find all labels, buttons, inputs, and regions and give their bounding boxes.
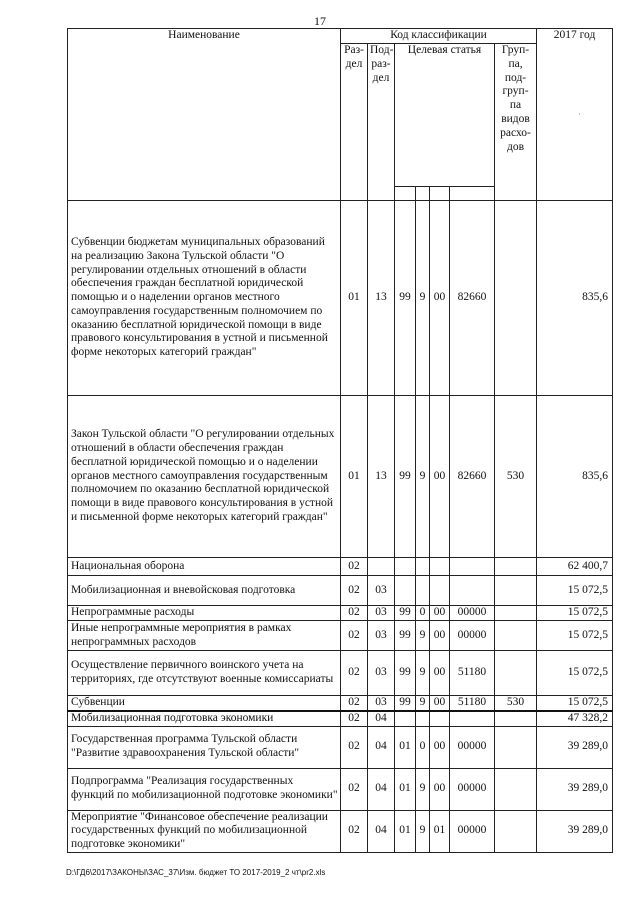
header-name: Наименование [68,29,341,201]
header-target-sub-2 [416,187,430,201]
file-path-footer: D:\ГД6\2017\ЗАКОНЫ\ЗАС_37\Изм. бюджет ТО 2017-2019_2 чт\pr2.xls [66,868,326,877]
row-name: Государственная программа Тульской области "Развитие здравоохранения Тульской области" [68,726,341,768]
row-target-direction: 00000 [450,768,495,810]
header-target-sub-3 [430,187,450,201]
page-number: 17 [314,14,326,28]
table-row [68,606,613,621]
header-target-sub-4 [450,187,495,201]
row-target-subprogram: 9 [416,810,430,852]
row-target-subprogram [416,711,430,726]
row-target-event: 00 [430,726,450,768]
row-amount: 39 289,0 [537,810,613,852]
table-row [68,576,613,606]
row-subsection: 03 [368,606,395,621]
row-target-subprogram: 9 [416,768,430,810]
row-subsection: 04 [368,726,395,768]
row-amount: 15 072,5 [537,621,613,651]
row-section: 02 [341,696,368,711]
table-row [68,651,613,696]
row-target-event: 00 [430,696,450,711]
row-expense-group: 530 [495,696,537,711]
row-name: Национальная оборона [68,558,341,576]
row-target-direction [450,558,495,576]
row-target-subprogram: 9 [416,651,430,696]
row-amount: 15 072,5 [537,576,613,606]
row-amount: 62 400,7 [537,558,613,576]
header-subsection: Под-раз-дел [368,44,395,201]
row-subsection: 13 [368,396,395,558]
row-target-subprogram: 9 [416,201,430,396]
row-amount: 835,6 [537,396,613,558]
row-target-direction: 82660 [450,201,495,396]
row-target-subprogram: 9 [416,396,430,558]
row-section: 02 [341,558,368,576]
row-target-direction: 00000 [450,810,495,852]
row-target-program [395,558,416,576]
row-expense-group [495,576,537,606]
row-section: 02 [341,810,368,852]
row-expense-group [495,606,537,621]
header-year: 2017 год [537,29,613,201]
row-target-event [430,558,450,576]
row-target-direction: 00000 [450,621,495,651]
budget-table [67,28,613,853]
row-expense-group [495,651,537,696]
table-row [68,810,613,852]
row-amount: 39 289,0 [537,726,613,768]
row-target-program: 01 [395,810,416,852]
row-subsection: 04 [368,810,395,852]
row-name: Непрограммные расходы [68,606,341,621]
row-target-subprogram [416,558,430,576]
header-section: Раз-дел [341,44,368,201]
row-section: 02 [341,726,368,768]
row-target-direction: 51180 [450,651,495,696]
row-expense-group [495,810,537,852]
row-subsection: 03 [368,576,395,606]
row-expense-group: 530 [495,396,537,558]
table-body [68,201,613,853]
table-row [68,711,613,726]
row-target-event [430,576,450,606]
header-group: Груп-па, под-груп-па видов расхо-дов [495,44,537,201]
row-target-subprogram: 0 [416,606,430,621]
row-section: 02 [341,711,368,726]
row-target-program: 99 [395,621,416,651]
row-section: 02 [341,621,368,651]
row-subsection: 04 [368,768,395,810]
row-target-event: 00 [430,396,450,558]
row-section: 01 [341,396,368,558]
row-target-subprogram: 9 [416,696,430,711]
row-amount: 835,6 [537,201,613,396]
row-subsection: 03 [368,696,395,711]
row-expense-group [495,201,537,396]
row-section: 02 [341,576,368,606]
row-subsection: 03 [368,621,395,651]
row-target-program: 99 [395,201,416,396]
table-row [68,726,613,768]
row-amount: 47 328,2 [537,711,613,726]
row-name: Субвенции [68,696,341,711]
row-section: 02 [341,768,368,810]
row-target-event [430,711,450,726]
row-subsection [368,558,395,576]
row-section: 02 [341,606,368,621]
row-target-direction [450,576,495,606]
row-amount: 15 072,5 [537,651,613,696]
header-target-sub-1 [395,187,416,201]
row-target-program: 99 [395,651,416,696]
row-amount: 15 072,5 [537,696,613,711]
row-target-program [395,576,416,606]
scan-mark: ʿ [578,112,581,122]
table-row [68,768,613,810]
row-target-event: 01 [430,810,450,852]
row-target-program: 01 [395,768,416,810]
row-subsection: 04 [368,711,395,726]
row-amount: 39 289,0 [537,768,613,810]
row-name: Субвенции бюджетам муниципальных образований на реализацию Закона Тульской области "О регулировании отдельных отношений в области обеспечения граждан бесплатной юридической помощью и о наделении органов местного самоуправления государственным полномочием по оказанию бесплатной юридической помощи в виде правового консультирования в устной и письменной форме некоторых категорий граждан" [68,201,341,396]
row-expense-group [495,558,537,576]
table-row [68,696,613,711]
row-expense-group [495,621,537,651]
row-name: Мероприятие "Финансовое обеспечение реализации государственных функций по мобилизационной подготовке экономики" [68,810,341,852]
row-section: 01 [341,201,368,396]
row-target-subprogram: 0 [416,726,430,768]
row-target-program: 99 [395,396,416,558]
row-target-direction [450,711,495,726]
header-code: Код классификации [341,29,537,44]
header-row-1 [68,29,613,44]
row-name: Осуществление первичного воинского учета на территориях, где отсутствуют военные комиссариаты [68,651,341,696]
row-target-event: 00 [430,768,450,810]
row-target-subprogram [416,576,430,606]
row-subsection: 03 [368,651,395,696]
row-expense-group [495,726,537,768]
row-target-event: 00 [430,651,450,696]
header-target: Целевая статья [395,44,495,187]
row-target-subprogram: 9 [416,621,430,651]
row-section: 02 [341,651,368,696]
row-amount: 15 072,5 [537,606,613,621]
row-target-direction: 51180 [450,696,495,711]
row-target-event: 00 [430,606,450,621]
row-expense-group [495,768,537,810]
row-target-program [395,711,416,726]
row-target-event: 00 [430,201,450,396]
table-row [68,558,613,576]
table-row [68,621,613,651]
row-name: Иные непрограммные мероприятия в рамках непрограммных расходов [68,621,341,651]
row-name: Закон Тульской области "О регулировании отдельных отношений в области обеспечения граждан бесплатной юридической помощью и о наделении органов местного самоуправления государственным полномочием по оказанию бесплатной юридической помощи в виде правового консультирования в устной и письменной форме некоторых категорий граждан" [68,396,341,558]
row-name: Подпрограмма "Реализация государственных функций по мобилизационной подготовке экономики" [68,768,341,810]
row-target-program: 99 [395,696,416,711]
row-target-direction: 00000 [450,726,495,768]
row-name: Мобилизационная подготовка экономики [68,711,341,726]
row-name: Мобилизационная и вневойсковая подготовка [68,576,341,606]
row-target-program: 01 [395,726,416,768]
row-target-event: 00 [430,621,450,651]
row-target-direction: 00000 [450,606,495,621]
row-target-direction: 82660 [450,396,495,558]
table-row [68,201,613,396]
row-target-program: 99 [395,606,416,621]
row-expense-group [495,711,537,726]
row-subsection: 13 [368,201,395,396]
table-row [68,396,613,558]
